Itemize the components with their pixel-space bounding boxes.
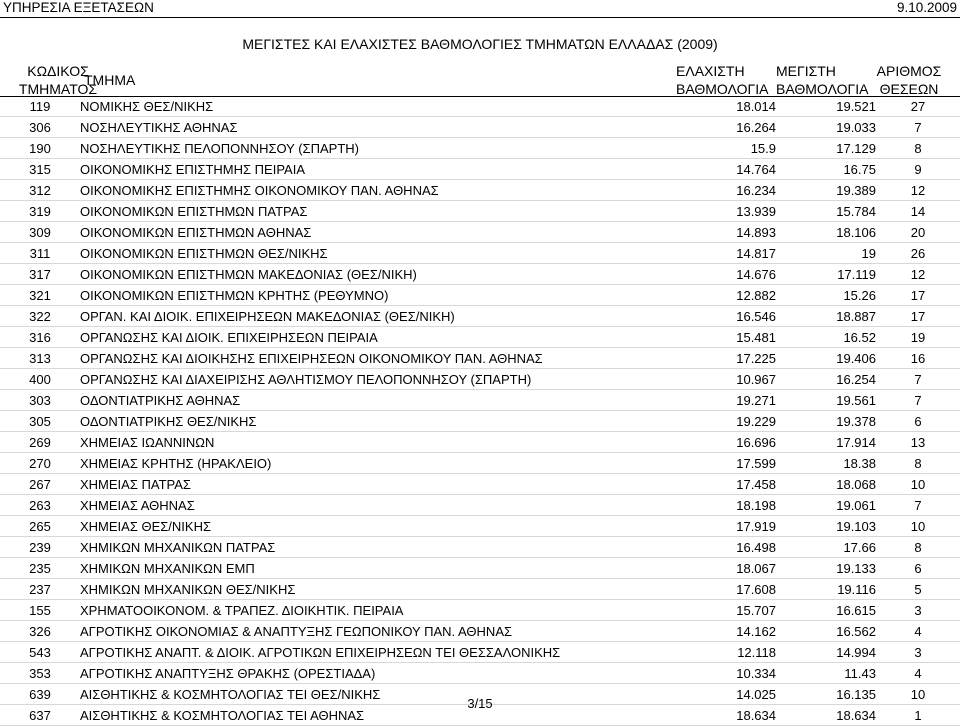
column-header-code-line1: ΚΩΔΙΚΟΣ [27, 63, 89, 79]
table-row [0, 663, 960, 684]
table-row [0, 453, 960, 474]
cell-max-score: 19.521 [776, 96, 876, 117]
cell-max-score: 19.116 [776, 579, 876, 600]
cell-min-score: 12.118 [680, 642, 776, 663]
cell-code: 311 [0, 243, 80, 264]
cell-positions: 26 [876, 243, 960, 264]
cell-min-score: 14.025 [680, 684, 776, 705]
cell-code: 312 [0, 180, 80, 201]
cell-positions: 13 [876, 432, 960, 453]
cell-min-score: 16.546 [680, 306, 776, 327]
table-row [0, 495, 960, 516]
cell-dept: ΧΗΜΙΚΩΝ ΜΗΧΑΝΙΚΩΝ ΠΑΤΡΑΣ [80, 537, 680, 558]
cell-min-score: 17.458 [680, 474, 776, 495]
cell-positions: 20 [876, 222, 960, 243]
cell-max-score: 19.133 [776, 558, 876, 579]
cell-max-score: 16.562 [776, 621, 876, 642]
scores-table-body [0, 96, 960, 726]
cell-code: 316 [0, 327, 80, 348]
cell-min-score: 14.676 [680, 264, 776, 285]
header-date: 9.10.2009 [896, 0, 957, 15]
cell-dept: ΑΓΡΟΤΙΚΗΣ ΑΝΑΠΤΥΞΗΣ ΘΡΑΚΗΣ (ΟΡΕΣΤΙΑΔΑ) [80, 663, 680, 684]
table-row [0, 579, 960, 600]
cell-dept: ΝΟΣΗΛΕΥΤΙΚΗΣ ΑΘΗΝΑΣ [80, 117, 680, 138]
cell-max-score: 18.634 [776, 705, 876, 726]
table-row [0, 138, 960, 159]
table-row [0, 537, 960, 558]
table-row [0, 306, 960, 327]
cell-max-score: 18.068 [776, 474, 876, 495]
table-row [0, 642, 960, 663]
cell-positions: 27 [876, 96, 960, 117]
cell-dept: ΟΡΓΑΝΩΣΗΣ ΚΑΙ ΔΙΑΧΕΙΡΙΣΗΣ ΑΘΛΗΤΙΣΜΟΥ ΠΕΛΟΠΟΝΝΗΣΟΥ (ΣΠΑΡΤΗ) [80, 369, 680, 390]
cell-dept: ΟΔΟΝΤΙΑΤΡΙΚΗΣ ΘΕΣ/ΝΙΚΗΣ [80, 411, 680, 432]
table-row [0, 243, 960, 264]
cell-code: 317 [0, 264, 80, 285]
cell-max-score: 17.129 [776, 138, 876, 159]
cell-min-score: 13.939 [680, 201, 776, 222]
cell-positions: 3 [876, 600, 960, 621]
cell-max-score: 18.887 [776, 306, 876, 327]
cell-min-score: 16.264 [680, 117, 776, 138]
cell-max-score: 19 [776, 243, 876, 264]
cell-positions: 6 [876, 411, 960, 432]
table-row [0, 96, 960, 117]
cell-dept: ΟΙΚΟΝΟΜΙΚΗΣ ΕΠΙΣΤΗΜΗΣ ΠΕΙΡΑΙΑ [80, 159, 680, 180]
cell-max-score: 19.061 [776, 495, 876, 516]
cell-positions: 5 [876, 579, 960, 600]
cell-code: 315 [0, 159, 80, 180]
cell-code: 322 [0, 306, 80, 327]
cell-code: 267 [0, 474, 80, 495]
cell-code: 269 [0, 432, 80, 453]
cell-positions: 10 [876, 516, 960, 537]
cell-max-score: 11.43 [776, 663, 876, 684]
cell-positions: 8 [876, 537, 960, 558]
cell-positions: 6 [876, 558, 960, 579]
cell-dept: ΧΗΜΕΙΑΣ ΘΕΣ/ΝΙΚΗΣ [80, 516, 680, 537]
cell-min-score: 14.893 [680, 222, 776, 243]
cell-min-score: 17.919 [680, 516, 776, 537]
cell-min-score: 10.967 [680, 369, 776, 390]
table-row [0, 558, 960, 579]
cell-code: 155 [0, 600, 80, 621]
cell-code: 321 [0, 285, 80, 306]
cell-positions: 1 [876, 705, 960, 726]
cell-min-score: 18.067 [680, 558, 776, 579]
cell-max-score: 19.406 [776, 348, 876, 369]
table-row [0, 159, 960, 180]
column-header-max [776, 62, 868, 98]
cell-positions: 8 [876, 453, 960, 474]
cell-max-score: 18.106 [776, 222, 876, 243]
cell-min-score: 16.498 [680, 537, 776, 558]
cell-max-score: 16.615 [776, 600, 876, 621]
table-row [0, 264, 960, 285]
cell-max-score: 14.994 [776, 642, 876, 663]
column-header-min-line1: ΕΛΑΧΙΣΤΗ [676, 63, 745, 79]
cell-max-score: 17.119 [776, 264, 876, 285]
cell-min-score: 15.481 [680, 327, 776, 348]
cell-positions: 12 [876, 264, 960, 285]
cell-code: 637 [0, 705, 80, 726]
cell-dept: ΟΙΚΟΝΟΜΙΚΩΝ ΕΠΙΣΤΗΜΩΝ ΑΘΗΝΑΣ [80, 222, 680, 243]
cell-min-score: 14.817 [680, 243, 776, 264]
cell-code: 270 [0, 453, 80, 474]
cell-dept: ΧΡΗΜΑΤΟΟΙΚΟΝΟΜ. & ΤΡΑΠΕΖ. ΔΙΟΙΚΗΤΙΚ. ΠΕΙΡΑΙΑ [80, 600, 680, 621]
cell-min-score: 19.271 [680, 390, 776, 411]
cell-positions: 16 [876, 348, 960, 369]
cell-max-score: 18.38 [776, 453, 876, 474]
cell-dept: ΧΗΜΙΚΩΝ ΜΗΧΑΝΙΚΩΝ ΘΕΣ/ΝΙΚΗΣ [80, 579, 680, 600]
cell-positions: 14 [876, 201, 960, 222]
cell-positions: 7 [876, 495, 960, 516]
table-row [0, 327, 960, 348]
table-row [0, 600, 960, 621]
header-divider [0, 17, 960, 18]
cell-min-score: 15.9 [680, 138, 776, 159]
cell-dept: ΝΟΣΗΛΕΥΤΙΚΗΣ ΠΕΛΟΠΟΝΝΗΣΟΥ (ΣΠΑΡΤΗ) [80, 138, 680, 159]
table-row [0, 369, 960, 390]
table-row [0, 516, 960, 537]
cell-dept: ΧΗΜΕΙΑΣ ΙΩΑΝΝΙΝΩΝ [80, 432, 680, 453]
table-row [0, 222, 960, 243]
cell-dept: ΟΙΚΟΝΟΜΙΚΩΝ ΕΠΙΣΤΗΜΩΝ ΜΑΚΕΔΟΝΙΑΣ (ΘΕΣ/ΝΙΚΗ) [80, 264, 680, 285]
cell-max-score: 15.26 [776, 285, 876, 306]
cell-dept: ΟΡΓΑΝΩΣΗΣ ΚΑΙ ΔΙΟΙΚΗΣΗΣ ΕΠΙΧΕΙΡΗΣΕΩΝ ΟΙΚΟΝΟΜΙΚΟΥ ΠΑΝ. ΑΘΗΝΑΣ [80, 348, 680, 369]
cell-dept: ΟΡΓΑΝΩΣΗΣ ΚΑΙ ΔΙΟΙΚ. ΕΠΙΧΕΙΡΗΣΕΩΝ ΠΕΙΡΑΙΑ [80, 327, 680, 348]
column-header-min-line2: ΒΑΘΜΟΛΟΓΙΑ [676, 81, 769, 97]
cell-code: 353 [0, 663, 80, 684]
cell-min-score: 14.162 [680, 621, 776, 642]
cell-dept: ΑΙΣΘΗΤΙΚΗΣ & ΚΟΣΜΗΤΟΛΟΓΙΑΣ ΤΕΙ ΘΕΣ/ΝΙΚΗΣ [80, 684, 680, 705]
cell-max-score: 19.378 [776, 411, 876, 432]
cell-code: 309 [0, 222, 80, 243]
cell-code: 305 [0, 411, 80, 432]
column-header-count-line1: ΑΡΙΘΜΟΣ [876, 63, 942, 79]
column-header-min [676, 62, 768, 98]
cell-max-score: 16.254 [776, 369, 876, 390]
page-number: 3/15 [467, 696, 493, 711]
cell-min-score: 14.764 [680, 159, 776, 180]
cell-min-score: 18.198 [680, 495, 776, 516]
cell-code: 313 [0, 348, 80, 369]
cell-dept: ΟΡΓΑΝ. ΚΑΙ ΔΙΟΙΚ. ΕΠΙΧΕΙΡΗΣΕΩΝ ΜΑΚΕΔΟΝΙΑΣ (ΘΕΣ/ΝΙΚΗ) [80, 306, 680, 327]
cell-max-score: 16.75 [776, 159, 876, 180]
header-service-name: ΥΠΗΡΕΣΙΑ ΕΞΕΤΑΣΕΩΝ [3, 0, 154, 15]
cell-dept: ΟΙΚΟΝΟΜΙΚΩΝ ΕΠΙΣΤΗΜΩΝ ΘΕΣ/ΝΙΚΗΣ [80, 243, 680, 264]
cell-code: 265 [0, 516, 80, 537]
table-row [0, 411, 960, 432]
cell-min-score: 16.696 [680, 432, 776, 453]
cell-max-score: 16.52 [776, 327, 876, 348]
cell-max-score: 17.66 [776, 537, 876, 558]
cell-code: 303 [0, 390, 80, 411]
cell-min-score: 16.234 [680, 180, 776, 201]
cell-dept: ΧΗΜΙΚΩΝ ΜΗΧΑΝΙΚΩΝ ΕΜΠ [80, 558, 680, 579]
column-header-count [869, 62, 949, 98]
cell-positions: 7 [876, 390, 960, 411]
cell-min-score: 12.882 [680, 285, 776, 306]
cell-dept: ΧΗΜΕΙΑΣ ΠΑΤΡΑΣ [80, 474, 680, 495]
page-header [0, 0, 960, 18]
cell-max-score: 19.033 [776, 117, 876, 138]
column-header-count-line2: ΘΕΣΕΩΝ [879, 81, 939, 97]
cell-dept: ΟΙΚΟΝΟΜΙΚΗΣ ΕΠΙΣΤΗΜΗΣ ΟΙΚΟΝΟΜΙΚΟΥ ΠΑΝ. ΑΘΗΝΑΣ [80, 180, 680, 201]
cell-dept: ΧΗΜΕΙΑΣ ΑΘΗΝΑΣ [80, 495, 680, 516]
cell-positions: 4 [876, 621, 960, 642]
cell-positions: 7 [876, 369, 960, 390]
cell-code: 400 [0, 369, 80, 390]
cell-positions: 8 [876, 138, 960, 159]
cell-dept: ΑΙΣΘΗΤΙΚΗΣ & ΚΟΣΜΗΤΟΛΟΓΙΑΣ ΤΕΙ ΑΘΗΝΑΣ [80, 705, 680, 726]
cell-positions: 3 [876, 642, 960, 663]
cell-code: 639 [0, 684, 80, 705]
cell-max-score: 15.784 [776, 201, 876, 222]
cell-code: 239 [0, 537, 80, 558]
cell-code: 119 [0, 96, 80, 117]
cell-min-score: 19.229 [680, 411, 776, 432]
page-title: ΜΕΓΙΣΤΕΣ ΚΑΙ ΕΛΑΧΙΣΤΕΣ ΒΑΘΜΟΛΟΓΙΕΣ ΤΜΗΜΑΤΩΝ ΕΛΛΑΔΑΣ (2009) [242, 36, 718, 52]
table-row [0, 180, 960, 201]
column-header-code-line2: ΤΜΗΜΑΤΟΣ [18, 81, 98, 97]
table-row [0, 285, 960, 306]
cell-min-score: 17.599 [680, 453, 776, 474]
cell-positions: 7 [876, 117, 960, 138]
scores-table [0, 96, 960, 726]
table-row [0, 348, 960, 369]
cell-max-score: 19.389 [776, 180, 876, 201]
table-row [0, 117, 960, 138]
cell-positions: 17 [876, 306, 960, 327]
cell-dept: ΟΙΚΟΝΟΜΙΚΩΝ ΕΠΙΣΤΗΜΩΝ ΠΑΤΡΑΣ [80, 201, 680, 222]
table-row [0, 621, 960, 642]
cell-min-score: 15.707 [680, 600, 776, 621]
cell-min-score: 18.634 [680, 705, 776, 726]
column-header-max-line2: ΒΑΘΜΟΛΟΓΙΑ [776, 81, 869, 97]
cell-code: 235 [0, 558, 80, 579]
cell-positions: 10 [876, 474, 960, 495]
cell-code: 263 [0, 495, 80, 516]
cell-min-score: 17.225 [680, 348, 776, 369]
cell-max-score: 19.561 [776, 390, 876, 411]
cell-positions: 12 [876, 180, 960, 201]
cell-code: 319 [0, 201, 80, 222]
cell-dept: ΟΔΟΝΤΙΑΤΡΙΚΗΣ ΑΘΗΝΑΣ [80, 390, 680, 411]
cell-positions: 17 [876, 285, 960, 306]
cell-positions: 9 [876, 159, 960, 180]
cell-code: 306 [0, 117, 80, 138]
cell-dept: ΟΙΚΟΝΟΜΙΚΩΝ ΕΠΙΣΤΗΜΩΝ ΚΡΗΤΗΣ (ΡΕΘΥΜΝΟ) [80, 285, 680, 306]
table-row [0, 201, 960, 222]
cell-code: 190 [0, 138, 80, 159]
cell-max-score: 16.135 [776, 684, 876, 705]
cell-positions: 10 [876, 684, 960, 705]
cell-code: 237 [0, 579, 80, 600]
cell-positions: 19 [876, 327, 960, 348]
cell-max-score: 17.914 [776, 432, 876, 453]
cell-positions: 4 [876, 663, 960, 684]
table-row [0, 432, 960, 453]
table-row [0, 390, 960, 411]
cell-dept: ΝΟΜΙΚΗΣ ΘΕΣ/ΝΙΚΗΣ [80, 96, 680, 117]
cell-code: 543 [0, 642, 80, 663]
cell-dept: ΑΓΡΟΤΙΚΗΣ ΟΙΚΟΝΟΜΙΑΣ & ΑΝΑΠΤΥΞΗΣ ΓΕΩΠΟΝΙΚΟΥ ΠΑΝ. ΑΘΗΝΑΣ [80, 621, 680, 642]
cell-dept: ΧΗΜΕΙΑΣ ΚΡΗΤΗΣ (ΗΡΑΚΛΕΙΟ) [80, 453, 680, 474]
table-row [0, 474, 960, 495]
cell-min-score: 18.014 [680, 96, 776, 117]
cell-min-score: 17.608 [680, 579, 776, 600]
column-header-dept: ΤΜΗΜΑ [84, 72, 136, 88]
cell-code: 326 [0, 621, 80, 642]
cell-dept: ΑΓΡΟΤΙΚΗΣ ΑΝΑΠΤ. & ΔΙΟΙΚ. ΑΓΡΟΤΙΚΩΝ ΕΠΙΧΕΙΡΗΣΕΩΝ ΤΕΙ ΘΕΣΣΑΛΟΝΙΚΗΣ [80, 642, 680, 663]
cell-min-score: 10.334 [680, 663, 776, 684]
cell-max-score: 19.103 [776, 516, 876, 537]
column-header-max-line1: ΜΕΓΙΣΤΗ [776, 63, 836, 79]
